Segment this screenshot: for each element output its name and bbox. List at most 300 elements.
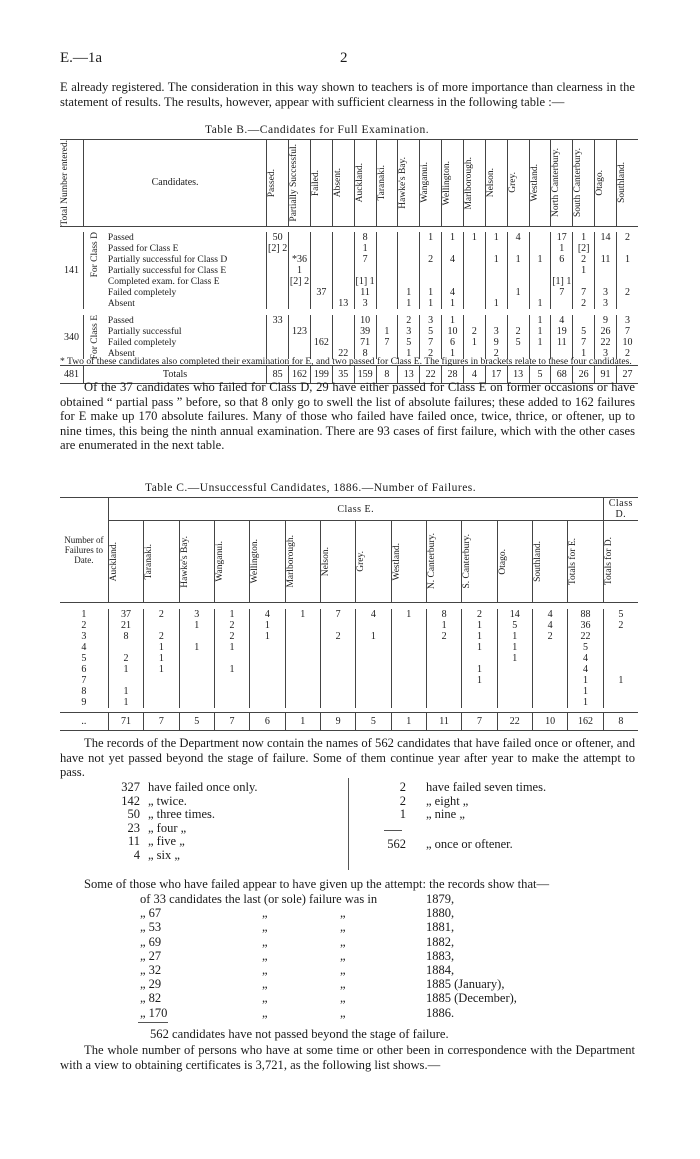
table-b-cell xyxy=(310,315,332,326)
table-c-cell xyxy=(320,697,355,708)
table-b-cell: 4 xyxy=(442,254,464,265)
table-b-total-cell: 13 xyxy=(507,365,529,383)
table-b-cell xyxy=(595,243,617,254)
table-c-failure-count: 7 xyxy=(81,674,87,686)
table-c-cell xyxy=(320,675,355,686)
table-b-cell xyxy=(398,276,420,287)
table-b-cell: 10 xyxy=(442,326,464,337)
table-c-cell xyxy=(532,697,567,708)
failure-count-number: 2 xyxy=(399,793,406,808)
table-b-cell: 1 xyxy=(551,243,573,254)
table-b-cell xyxy=(573,276,595,287)
table-b-cell xyxy=(551,298,573,309)
table-b-caption: Table B.—Candidates for Full Examination. xyxy=(205,124,430,136)
table-b-cell: 11 xyxy=(551,337,573,348)
table-b-cell xyxy=(376,254,398,265)
last-failure-count: „ 69 xyxy=(140,934,162,949)
table-b-cell: 162 xyxy=(310,337,332,348)
table-c-total-cell: 9 xyxy=(320,713,355,731)
table-b-cell xyxy=(442,243,464,254)
last-failure-year: 1884, xyxy=(426,963,455,977)
table-b-cell: 2 xyxy=(398,315,420,326)
table-b-cell: 7 xyxy=(376,337,398,348)
table-c-total-cell: 1 xyxy=(285,713,320,731)
table-b-cell: 22 xyxy=(595,337,617,348)
table-b-cell: 13 xyxy=(332,298,354,309)
table-b-cell xyxy=(463,276,485,287)
table-c-cell xyxy=(179,675,214,686)
table-b-total-cell: 17 xyxy=(485,365,507,383)
list-divider xyxy=(348,778,349,870)
table-b-cell xyxy=(310,243,332,254)
table-b-cell xyxy=(376,243,398,254)
table-b-cell: 1 xyxy=(529,315,551,326)
table-c-total-cell: 162 xyxy=(568,713,603,731)
table-c-cell: 1 xyxy=(462,664,497,675)
table-b-cell xyxy=(420,265,442,276)
table-b-group-label: For Class E xyxy=(89,315,100,360)
table-b-cell xyxy=(420,243,442,254)
table-b-cell: 1 xyxy=(529,298,551,309)
ditto-mark: „ xyxy=(262,948,268,963)
table-b-group-total: 141 xyxy=(63,265,79,277)
table-b-cell: [2] xyxy=(573,243,595,254)
table-c-cell: 1 xyxy=(568,697,603,708)
table-c-cell xyxy=(320,620,355,631)
table-c-cell xyxy=(603,686,638,697)
table-b-total-cell: 85 xyxy=(267,365,289,383)
table-b-cell: 1 xyxy=(442,348,464,359)
table-b-cell: 2 xyxy=(616,348,638,359)
table-c-class-d-header: Class D. xyxy=(603,498,638,521)
table-b-cell xyxy=(376,315,398,326)
table-b-row xyxy=(60,337,638,348)
table-c-cell xyxy=(214,675,249,686)
table-b-cell xyxy=(485,243,507,254)
table-b-row xyxy=(60,254,638,265)
table-b-cell xyxy=(289,337,311,348)
failure-count-number: 23 xyxy=(127,820,140,835)
table-b-col-label: Southland. xyxy=(616,162,627,204)
table-b-cell xyxy=(267,337,289,348)
table-b-cell: 10 xyxy=(354,315,376,326)
failure-count-text: „ once or oftener. xyxy=(426,837,513,851)
table-c-cell xyxy=(144,697,179,708)
failure-count-text: „ eight „ xyxy=(426,793,469,808)
table-b-row-text: Completed exam. for Class E xyxy=(107,276,220,287)
table-c-cell: 4 xyxy=(568,664,603,675)
table-b-row xyxy=(60,287,638,298)
table-c-cell xyxy=(179,697,214,708)
table-b-col-header xyxy=(310,140,332,227)
table-c-total-cell: 7 xyxy=(144,713,179,731)
table-b-cell: 19 xyxy=(551,326,573,337)
table-b-row-label xyxy=(83,337,266,348)
table-b-cell: 1 xyxy=(485,254,507,265)
table-b-row-text: Failed completely xyxy=(107,287,177,298)
failure-count-number: 4 xyxy=(133,847,140,862)
table-b-cell: 1 xyxy=(354,243,376,254)
table-b-cell: 7 xyxy=(420,337,442,348)
ditto-mark: „ xyxy=(340,906,346,921)
table-b-col-label: Wanganui. xyxy=(420,162,431,204)
table-c-cell xyxy=(391,664,426,675)
table-b-cell xyxy=(529,287,551,298)
table-c-col-header xyxy=(108,521,143,603)
table-c-cell: 1 xyxy=(497,631,532,642)
table-c-cell: 22 xyxy=(568,631,603,642)
table-c-cell: 21 xyxy=(108,620,143,631)
table-b-cell: 39 xyxy=(354,326,376,337)
table-c-cell xyxy=(462,653,497,664)
table-c-cell xyxy=(214,686,249,697)
failure-count-text: „ three times. xyxy=(148,807,215,821)
table-b-cell xyxy=(289,232,311,243)
table-c-cell: 1 xyxy=(179,620,214,631)
table-c-cell: 4 xyxy=(532,609,567,620)
table-b-col-header xyxy=(376,140,398,227)
ditto-mark: „ xyxy=(340,934,346,949)
table-b-cell xyxy=(463,265,485,276)
table-c-col-label: Grey. xyxy=(356,551,367,572)
table-b-cell: 5 xyxy=(420,326,442,337)
table-c-row xyxy=(60,609,638,620)
table-c-total-cell: 22 xyxy=(497,713,532,731)
table-c-cell: 4 xyxy=(250,609,285,620)
table-c-cell: 1 xyxy=(426,620,461,631)
failure-count-text: „ twice. xyxy=(148,793,187,808)
table-b-cell: 1 xyxy=(398,298,420,309)
table-b-cell xyxy=(332,337,354,348)
table-b-cell xyxy=(310,265,332,276)
table-c-cell xyxy=(356,642,391,653)
table-b-cell xyxy=(463,287,485,298)
table-b-col-label: Failed. xyxy=(310,169,321,196)
table-c-cell xyxy=(250,697,285,708)
table-c-col-header xyxy=(320,521,355,603)
table-c-cell xyxy=(179,631,214,642)
last-failure-year: 1885 (January), xyxy=(426,977,505,992)
table-b-cell xyxy=(332,326,354,337)
table-c-total-cell: 5 xyxy=(356,713,391,731)
table-c-cell: 14 xyxy=(497,609,532,620)
table-b-row-text: Absent xyxy=(107,298,135,309)
ditto-mark: „ xyxy=(262,977,268,992)
table-c-cell: 1 xyxy=(179,642,214,653)
table-c-cell xyxy=(285,686,320,697)
table-c-cell: 1 xyxy=(250,620,285,631)
table-c-cell xyxy=(250,664,285,675)
last-failure-count: „ 53 xyxy=(140,920,162,935)
table-b-col-label: North Canterbury. xyxy=(551,148,562,218)
table-b-cell xyxy=(529,232,551,243)
table-b-cell xyxy=(267,254,289,265)
table-c-cell xyxy=(214,697,249,708)
table-b-cell: 11 xyxy=(354,287,376,298)
table-c-total-cell: 1 xyxy=(391,713,426,731)
table-c-col-header xyxy=(144,521,179,603)
table-c-cell: 1 xyxy=(108,697,143,708)
table-c-cell: 1 xyxy=(568,686,603,697)
table-b-col-header xyxy=(551,140,573,227)
table-b-cell xyxy=(485,265,507,276)
table-c-cell xyxy=(144,620,179,631)
given-up-paragraph: Some of those who have failed appear to have given up the attempt: the records show that— xyxy=(84,877,550,891)
failure-count-number: 11 xyxy=(127,834,140,848)
table-c-cell xyxy=(603,642,638,653)
table-b-cell: 1 xyxy=(289,265,311,276)
failure-count-number: 50 xyxy=(127,807,140,821)
table-b-cell: 3 xyxy=(398,326,420,337)
table-c-number-header: Number of Failures to Date. xyxy=(64,535,104,565)
table-c-col-header xyxy=(568,521,603,603)
table-b-cell xyxy=(310,298,332,309)
table-c-cell: 1 xyxy=(462,631,497,642)
table-b-cell: 10 xyxy=(616,337,638,348)
table-b-cell: 26 xyxy=(595,326,617,337)
table-c-cell: 2 xyxy=(214,620,249,631)
document-code: E.—1a xyxy=(60,50,103,66)
table-c-cell: 1 xyxy=(214,609,249,620)
table-b xyxy=(60,139,638,384)
failure-count-number: 142 xyxy=(121,793,140,808)
table-b-row-label xyxy=(83,287,266,298)
table-c-col-header xyxy=(532,521,567,603)
table-c-cell xyxy=(285,631,320,642)
table-b-cell: 1 xyxy=(463,232,485,243)
table-c-cell xyxy=(426,664,461,675)
table-c-cell: 2 xyxy=(426,631,461,642)
table-b-cell xyxy=(310,276,332,287)
table-c-col-label: Westland. xyxy=(391,542,402,581)
table-c-cell: 3 xyxy=(179,609,214,620)
table-b-cell: 1 xyxy=(420,298,442,309)
table-c-cell: 2 xyxy=(532,631,567,642)
table-b-cell xyxy=(332,287,354,298)
table-c-cell: 1 xyxy=(497,642,532,653)
last-failure-year: 1882, xyxy=(426,934,455,949)
table-c-cell xyxy=(532,664,567,675)
table-b-cell: 3 xyxy=(354,298,376,309)
table-b-cell xyxy=(332,254,354,265)
table-c-cell: 7 xyxy=(320,609,355,620)
table-b-col-header xyxy=(332,140,354,227)
failure-count-number: 2 xyxy=(399,780,406,794)
page-number: 2 xyxy=(340,50,348,66)
table-b-col-label: South Canterbury. xyxy=(573,148,584,218)
table-b-cell xyxy=(573,315,595,326)
table-b-cell xyxy=(398,232,420,243)
failure-count-text: „ nine „ xyxy=(426,807,465,821)
table-c-cell xyxy=(532,686,567,697)
table-b-cell xyxy=(267,326,289,337)
last-failure-year: 1886. xyxy=(426,1005,455,1020)
table-b-row-text: Partially successful for Class E xyxy=(107,265,227,276)
table-b-cell: 37 xyxy=(310,287,332,298)
table-b-cell xyxy=(463,315,485,326)
table-c-cell: 1 xyxy=(108,664,143,675)
table-b-cell: 1 xyxy=(485,298,507,309)
table-b-cell xyxy=(485,287,507,298)
table-b-cell xyxy=(529,276,551,287)
table-b-col-header xyxy=(507,140,529,227)
table-b-row-label xyxy=(83,298,266,309)
table-c-cell xyxy=(356,675,391,686)
table-b-total-cell: 159 xyxy=(354,365,376,383)
table-b-cell: 4 xyxy=(442,287,464,298)
failure-count-text: have failed once only. xyxy=(148,780,258,794)
table-c-cell xyxy=(391,631,426,642)
table-b-cell: 1 xyxy=(529,337,551,348)
table-c-col-header xyxy=(285,521,320,603)
table-b-cell: 123 xyxy=(289,326,311,337)
table-c-cell: 8 xyxy=(108,631,143,642)
table-b-cell: 1 xyxy=(376,326,398,337)
table-b-cell xyxy=(616,265,638,276)
table-c-cell: 1 xyxy=(144,653,179,664)
table-b-cell xyxy=(376,287,398,298)
table-b-cell: 7 xyxy=(573,337,595,348)
table-b-col-header xyxy=(442,140,464,227)
last-failure-year: 1879, xyxy=(426,892,455,906)
table-b-cell: 1 xyxy=(507,287,529,298)
table-c-row xyxy=(60,631,638,642)
table-b-grand-total: 481 xyxy=(63,368,79,380)
table-b-col-label: Passed. xyxy=(267,168,278,197)
table-c-cell: 2 xyxy=(462,609,497,620)
table-c-failure-count: 2 xyxy=(81,619,87,631)
table-c-row xyxy=(60,642,638,653)
table-b-col-label: Taranaki. xyxy=(376,165,387,201)
table-b-col-label: Hawke's Bay. xyxy=(398,156,409,209)
table-b-cell: 1 xyxy=(463,337,485,348)
table-b-total-cell: 199 xyxy=(310,365,332,383)
table-b-cell: 7 xyxy=(551,287,573,298)
table-c-cell: 1 xyxy=(285,609,320,620)
table-c-cell: 4 xyxy=(532,620,567,631)
table-c-col-header xyxy=(179,521,214,603)
last-failure-count: „ 29 xyxy=(140,977,162,992)
table-b-cell: 5 xyxy=(573,326,595,337)
table-c-cell xyxy=(250,675,285,686)
table-b-col-header xyxy=(573,140,595,227)
table-b-total-cell: 27 xyxy=(616,365,638,383)
table-b-cell xyxy=(420,276,442,287)
table-c-cell: 88 xyxy=(568,609,603,620)
table-b-cell xyxy=(332,265,354,276)
table-b-cell: 6 xyxy=(551,254,573,265)
table-c-col-header xyxy=(497,521,532,603)
table-b-row-text: Passed xyxy=(107,315,134,326)
table-c-cell: 1 xyxy=(462,620,497,631)
table-b-footnote: * Two of these candidates also completed their examination for E, and two passed for Class E. The figures in brackets relate to these four candidates. xyxy=(60,356,632,367)
table-b-cell xyxy=(398,254,420,265)
table-c-cell xyxy=(108,642,143,653)
table-b-cell xyxy=(616,243,638,254)
table-b-cell: 4 xyxy=(551,315,573,326)
table-b-col-header xyxy=(595,140,617,227)
list-end-rule xyxy=(138,1022,168,1023)
table-b-cell xyxy=(616,298,638,309)
table-c xyxy=(60,497,638,731)
table-b-cell xyxy=(529,265,551,276)
table-c-col-header xyxy=(426,521,461,603)
table-b-cell xyxy=(332,243,354,254)
table-b-row xyxy=(60,315,638,326)
table-b-cell: 71 xyxy=(354,337,376,348)
table-c-cell: 4 xyxy=(568,653,603,664)
table-c-row xyxy=(60,675,638,686)
table-c-cell xyxy=(285,664,320,675)
table-b-row-text: Passed xyxy=(107,232,134,243)
table-c-row xyxy=(60,686,638,697)
table-b-cell xyxy=(463,243,485,254)
table-b-totals-label: Totals xyxy=(83,365,266,383)
table-b-cell: 1 xyxy=(616,254,638,265)
table-b-cell: 3 xyxy=(616,315,638,326)
table-b-cell: 1 xyxy=(507,254,529,265)
table-b-col-header xyxy=(420,140,442,227)
table-b-cell xyxy=(463,298,485,309)
table-b-col-label: Nelson. xyxy=(485,168,496,198)
table-b-cell: [1] 1 xyxy=(552,276,572,288)
table-b-cell xyxy=(507,265,529,276)
table-b-cell xyxy=(376,265,398,276)
table-b-cell xyxy=(398,265,420,276)
table-b-cell xyxy=(332,232,354,243)
table-b-cell xyxy=(289,315,311,326)
table-b-cell xyxy=(376,276,398,287)
table-c-failure-count: 4 xyxy=(81,641,87,653)
table-c-cell xyxy=(250,686,285,697)
ditto-mark: „ xyxy=(340,948,346,963)
table-c-cell xyxy=(144,686,179,697)
table-b-cell xyxy=(267,287,289,298)
table-c-col-header xyxy=(603,521,638,603)
table-b-cell: 2 xyxy=(573,254,595,265)
table-b-row-label xyxy=(83,243,266,254)
table-c-col-label: Totals for D. xyxy=(603,537,614,586)
table-c-cell: 5 xyxy=(603,609,638,620)
table-c-cell xyxy=(179,653,214,664)
table-c-cell xyxy=(179,686,214,697)
table-c-cell: 1 xyxy=(356,631,391,642)
table-b-cell xyxy=(616,276,638,287)
table-c-cell: 1 xyxy=(214,642,249,653)
table-b-cell: 1 xyxy=(485,232,507,243)
table-c-cell: 4 xyxy=(356,609,391,620)
table-c-total-cell: 7 xyxy=(462,713,497,731)
table-b-col-label: Grey. xyxy=(507,172,518,194)
table-c-cell xyxy=(426,653,461,664)
table-b-cell: 14 xyxy=(595,232,617,243)
table-b-cell: 2 xyxy=(420,254,442,265)
table-b-cell: 22 xyxy=(332,348,354,359)
table-c-cell: 2 xyxy=(108,653,143,664)
table-c-cell: 36 xyxy=(568,620,603,631)
table-b-row-text: Absent xyxy=(107,348,135,359)
table-b-cell: 1 xyxy=(420,232,442,243)
table-c-cell xyxy=(603,697,638,708)
ditto-mark: „ xyxy=(262,906,268,921)
table-b-row-text: Partially successful xyxy=(107,326,182,337)
table-b-row-text: Partially successful for Class D xyxy=(107,254,228,265)
table-b-cell: 1 xyxy=(573,265,595,276)
table-b-col-label: Partially Successful. xyxy=(289,144,300,222)
table-b-cell: *36 xyxy=(289,254,311,265)
table-b-cell xyxy=(398,243,420,254)
table-b-col-header xyxy=(485,140,507,227)
